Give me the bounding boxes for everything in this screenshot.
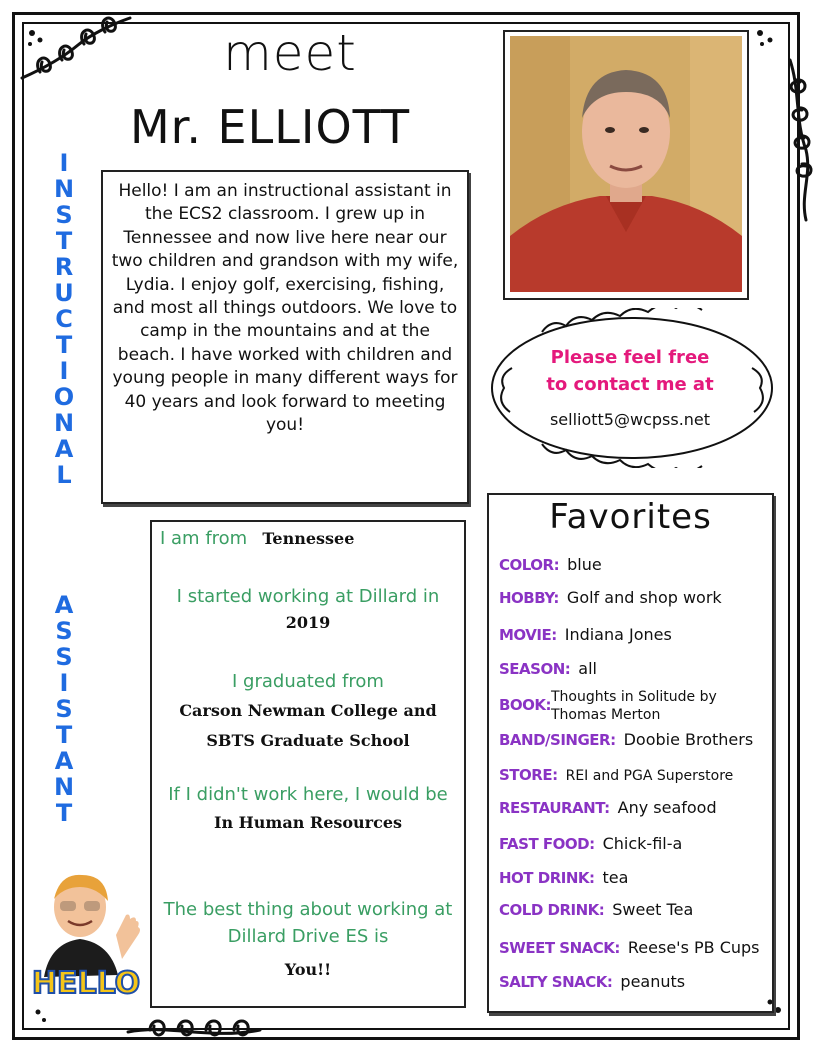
vertical-letter: I bbox=[59, 357, 69, 385]
started-answer: 2019 bbox=[285, 613, 331, 632]
alt-job-prompt: If I didn't work here, I would be bbox=[168, 784, 448, 805]
favorite-value: peanuts bbox=[620, 972, 686, 991]
favorite-label: SWEET SNACK: bbox=[499, 939, 620, 957]
favorite-value: Indiana Jones bbox=[564, 625, 672, 644]
favorite-value: REI and PGA Superstore bbox=[565, 768, 734, 784]
favorite-value: Golf and shop work bbox=[566, 588, 722, 607]
graduated-prompt: I graduated from bbox=[232, 671, 384, 692]
vertical-letter: T bbox=[55, 721, 73, 749]
favorite-item bbox=[499, 972, 685, 991]
best-thing-prompt-1: The best thing about working at bbox=[163, 899, 453, 920]
favorite-item bbox=[499, 868, 628, 887]
vertical-letter: N bbox=[53, 175, 75, 203]
vertical-letter: N bbox=[53, 773, 75, 801]
vertical-letter: A bbox=[54, 747, 74, 775]
favorite-item bbox=[499, 588, 722, 607]
vertical-letter: S bbox=[55, 201, 73, 229]
meet-heading: meet bbox=[223, 24, 357, 82]
vertical-letter: R bbox=[54, 253, 74, 281]
favorite-label: MOVIE: bbox=[499, 626, 557, 644]
about-from bbox=[160, 528, 354, 549]
contact-heading bbox=[505, 344, 755, 398]
hello-sticker-text: HELLO bbox=[31, 966, 141, 1001]
vertical-letter: I bbox=[59, 669, 69, 697]
favorite-label: BOOK: bbox=[499, 696, 552, 714]
favorite-item bbox=[499, 834, 682, 853]
favorite-value: Sweet Tea bbox=[612, 900, 694, 919]
favorite-value: all bbox=[578, 659, 597, 678]
favorite-label: COLD DRINK: bbox=[499, 901, 605, 919]
vertical-title-instructional bbox=[52, 150, 76, 488]
contact-line-1: Please feel free bbox=[550, 347, 710, 368]
favorite-label: COLOR: bbox=[499, 556, 560, 574]
favorite-item bbox=[499, 765, 733, 784]
favorite-item bbox=[499, 900, 693, 919]
vertical-letter: S bbox=[55, 617, 73, 645]
favorite-label: FAST FOOD: bbox=[499, 835, 595, 853]
favorite-item bbox=[499, 625, 672, 644]
teacher-name: Mr. ELLIOTT bbox=[129, 100, 411, 154]
vertical-letter: U bbox=[54, 279, 74, 307]
favorite-value: Chick-fil-a bbox=[602, 834, 683, 853]
contact-email[interactable]: selliott5@wcpss.net bbox=[549, 410, 711, 429]
bio-text: Hello! I am an instructional assistant in the ECS2 classroom. I grew up in Tennessee and now live here near our two children and grandson with my wife, Lydia. I enjoy golf, exercising, fishing, and most all things outdoors. We love to camp in the mountains and at the beach. I have worked with children and young people in many different ways for 40 years and look forward to meeting you! bbox=[111, 181, 459, 436]
graduated-answer-1: Carson Newman College and bbox=[179, 701, 437, 720]
favorite-value: Thomas Merton bbox=[551, 707, 661, 723]
graduated-answer-2: SBTS Graduate School bbox=[206, 731, 410, 750]
hello-avatar-sticker bbox=[30, 865, 142, 1003]
alt-job-answer: In Human Resources bbox=[213, 813, 403, 832]
best-thing-answer: You!! bbox=[284, 960, 332, 979]
favorite-item bbox=[499, 695, 551, 714]
contact-line-2: to contact me at bbox=[546, 374, 714, 395]
favorite-item bbox=[499, 555, 602, 574]
vertical-letter: N bbox=[53, 409, 75, 437]
vertical-letter: T bbox=[55, 799, 73, 827]
favorite-label: STORE: bbox=[499, 766, 558, 784]
vertical-letter: O bbox=[53, 383, 75, 411]
favorite-value: tea bbox=[602, 868, 629, 887]
favorite-label: SEASON: bbox=[499, 660, 571, 678]
favorite-item bbox=[499, 798, 717, 817]
favorite-book-value bbox=[551, 688, 717, 724]
vertical-letter: S bbox=[55, 695, 73, 723]
favorite-value: Doobie Brothers bbox=[623, 730, 754, 749]
from-answer: Tennessee bbox=[262, 529, 355, 548]
favorite-label: RESTAURANT: bbox=[499, 799, 610, 817]
vertical-letter: T bbox=[55, 227, 73, 255]
favorite-value: Thoughts in Solitude by bbox=[551, 689, 717, 705]
vertical-letter: A bbox=[54, 591, 74, 619]
vertical-title-assistant bbox=[52, 592, 76, 826]
favorite-label: HOBBY: bbox=[499, 589, 559, 607]
best-thing-prompt-2: Dillard Drive ES is bbox=[227, 926, 389, 947]
favorite-item bbox=[499, 938, 760, 957]
vertical-letter: I bbox=[59, 149, 69, 177]
vertical-letter: C bbox=[55, 305, 73, 333]
vertical-letter: S bbox=[55, 643, 73, 671]
vertical-letter: L bbox=[56, 461, 72, 489]
favorite-value: Any seafood bbox=[617, 798, 717, 817]
favorite-label: HOT DRINK: bbox=[499, 869, 595, 887]
favorite-label: BAND/SINGER: bbox=[499, 731, 616, 749]
vertical-letter: A bbox=[54, 435, 74, 463]
favorite-item bbox=[499, 730, 753, 749]
started-prompt: I started working at Dillard in bbox=[176, 586, 440, 607]
favorites-title: Favorites bbox=[549, 497, 712, 537]
favorite-label: SALTY SNACK: bbox=[499, 973, 613, 991]
favorite-value: Reese's PB Cups bbox=[627, 938, 760, 957]
favorite-item bbox=[499, 659, 597, 678]
vertical-letter: T bbox=[55, 331, 73, 359]
favorite-value: blue bbox=[567, 555, 602, 574]
from-prompt: I am from bbox=[160, 528, 248, 549]
teacher-photo bbox=[510, 36, 742, 292]
